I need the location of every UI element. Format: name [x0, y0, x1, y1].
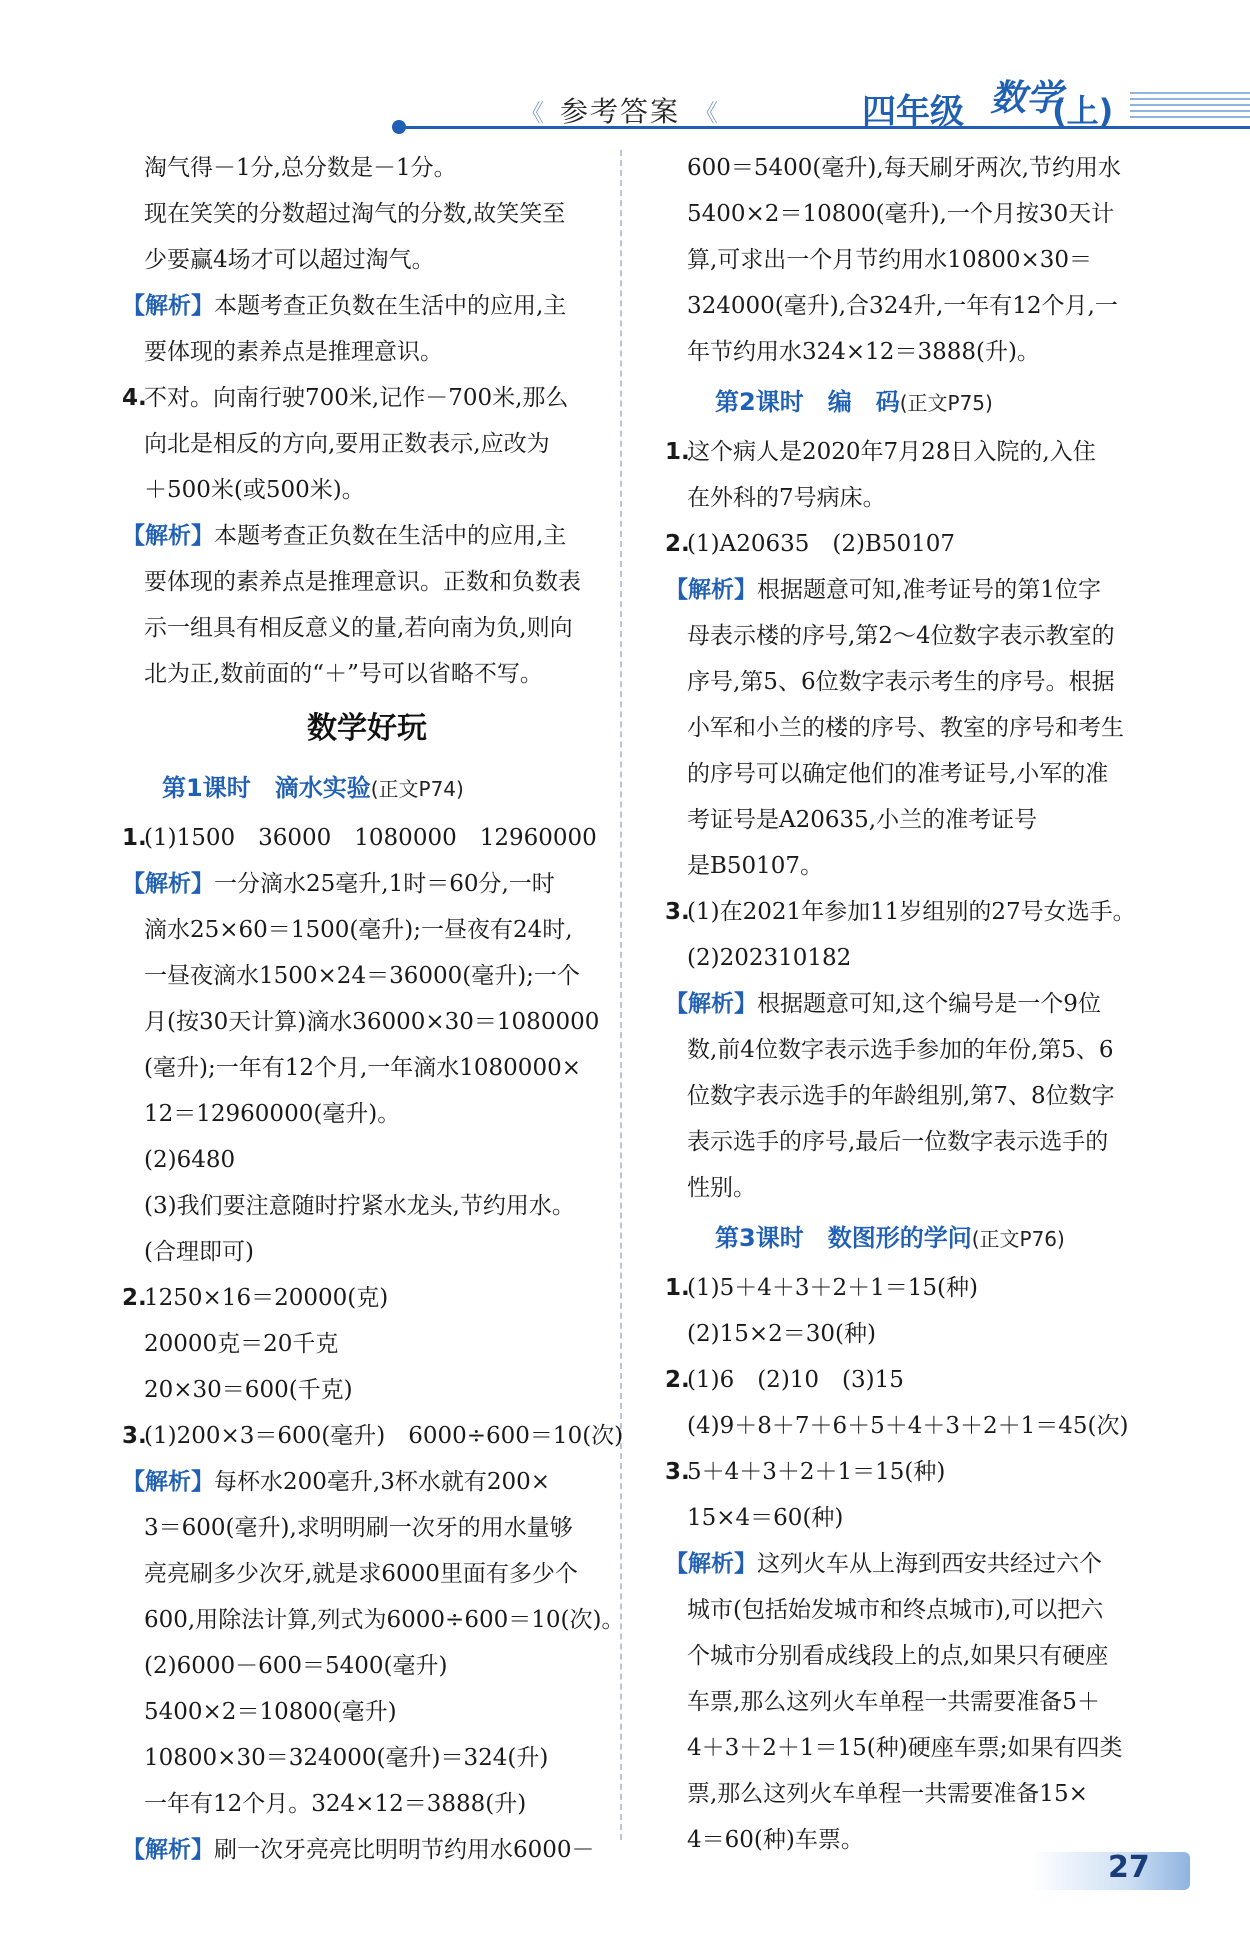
text-line — [122, 329, 612, 375]
analysis-tag: 【解析】 — [122, 871, 214, 897]
line-text: 向北是相反的方向,要用正数表示,应改为 — [144, 431, 550, 457]
right-column — [665, 145, 1155, 1863]
analysis-tag: 【解析】 — [665, 1551, 757, 1577]
line-text: 不对。向南行驶700米,记作－700米,那么 — [144, 385, 569, 411]
text-line — [122, 651, 612, 697]
text-line — [665, 1165, 1155, 1211]
text-line — [665, 191, 1155, 237]
text-line — [122, 1735, 612, 1781]
text-line — [665, 283, 1155, 329]
text-line — [665, 1633, 1155, 1679]
line-text: 位数字表示选手的年龄组别,第7、8位数字 — [687, 1083, 1115, 1109]
question-number: 3. — [665, 899, 690, 925]
text-line — [122, 1137, 612, 1183]
line-text: 算,可求出一个月节约用水10800×30＝ — [687, 247, 1093, 273]
lesson-heading — [665, 375, 1155, 429]
lesson-heading — [665, 1211, 1155, 1265]
line-text: 少要赢4场才可以超过淘气。 — [144, 247, 435, 273]
analysis-tag: 【解析】 — [122, 1837, 214, 1863]
question-line — [122, 1275, 612, 1321]
line-text: 在外科的7号病床。 — [687, 485, 886, 511]
line-text: 4＋3＋2＋1＝15(种)硬座车票;如果有四类 — [687, 1735, 1123, 1761]
question-line — [665, 429, 1155, 475]
text-line — [665, 751, 1155, 797]
question-line — [122, 1413, 624, 1459]
text-line — [122, 1505, 612, 1551]
question-line — [665, 889, 1155, 935]
text-line — [665, 659, 1155, 705]
text-line — [122, 1781, 612, 1827]
line-text: (1)200×3＝600(毫升) 6000÷600＝10(次) — [144, 1423, 624, 1449]
line-text: (1)1500 36000 1080000 12960000 — [144, 825, 597, 851]
page-header — [0, 0, 1250, 150]
line-text: 一分滴水25毫升,1时＝60分,一时 — [214, 871, 555, 897]
header-title: 《 参考答案 《 — [520, 95, 721, 128]
text-line — [122, 1091, 612, 1137]
question-line — [665, 1265, 1155, 1311]
text-line — [665, 1311, 1155, 1357]
line-text: 个城市分别看成线段上的点,如果只有硬座 — [687, 1643, 1109, 1669]
line-text: 要体现的素养点是推理意识。 — [144, 339, 443, 365]
header-title-text: 参考答案 — [560, 95, 681, 128]
question-line — [665, 1449, 1155, 1495]
analysis-tag: 【解析】 — [122, 293, 214, 319]
text-line — [665, 237, 1155, 283]
line-text: (2)15×2＝30(种) — [687, 1321, 876, 1347]
text-line — [122, 145, 612, 191]
analysis-tag: 【解析】 — [122, 1469, 214, 1495]
line-text: 根据题意可知,这个编号是一个9位 — [757, 991, 1101, 1017]
line-text: (2)202310182 — [687, 945, 852, 971]
line-text: 这列火车从上海到西安共经过六个 — [757, 1551, 1102, 1577]
text-line — [665, 475, 1155, 521]
lesson-page-ref: (正文P76) — [971, 1227, 1065, 1251]
analysis-line — [122, 1459, 612, 1505]
line-text: 1250×16＝20000(克) — [144, 1285, 389, 1311]
line-text: (毫升);一年有12个月,一年滴水1080000× — [144, 1055, 581, 1081]
text-line — [122, 1229, 612, 1275]
line-text: 性别。 — [687, 1175, 756, 1201]
line-text: 刷一次牙亮亮比明明节约用水6000－ — [214, 1837, 595, 1863]
line-text: 一昼夜滴水1500×24＝36000(毫升);一个 — [144, 963, 580, 989]
text-line — [665, 1073, 1155, 1119]
line-text: 现在笑笑的分数超过淘气的分数,故笑笑至 — [144, 201, 566, 227]
line-text: 是B50107。 — [687, 853, 824, 879]
line-text: (4)9＋8＋7＋6＋5＋4＋3＋2＋1＝45(次) — [687, 1413, 1129, 1439]
line-text: 母表示楼的序号,第2～4位数字表示教室的 — [687, 623, 1115, 649]
line-text: 4＝60(种)车票。 — [687, 1827, 864, 1853]
question-number: 2. — [665, 531, 690, 557]
text-line — [665, 1725, 1155, 1771]
header-dot — [392, 120, 406, 134]
text-line — [122, 605, 612, 651]
text-line — [122, 467, 612, 513]
lesson-heading — [122, 761, 612, 815]
question-number: 4. — [122, 385, 147, 411]
line-text: 5400×2＝10800(毫升) — [144, 1699, 397, 1725]
volume-label: (上) — [1052, 92, 1114, 130]
line-text: 20000克＝20千克 — [144, 1331, 339, 1357]
analysis-line — [665, 1541, 1155, 1587]
line-text: 根据题意可知,准考证号的第1位字 — [757, 577, 1101, 603]
section-heading: 数学好玩 — [307, 711, 427, 746]
line-text: 的序号可以确定他们的准考证号,小军的准 — [687, 761, 1109, 787]
header-stripes — [1130, 92, 1250, 122]
analysis-line — [122, 1827, 612, 1873]
question-line — [122, 815, 612, 861]
analysis-tag: 【解析】 — [665, 577, 757, 603]
question-number: 1. — [665, 1275, 690, 1301]
analysis-line — [665, 567, 1155, 613]
text-line — [665, 329, 1155, 375]
line-text: 亮亮刷多少次牙,就是求6000里面有多少个 — [144, 1561, 578, 1587]
line-text: 淘气得－1分,总分数是－1分。 — [144, 155, 457, 181]
analysis-tag: 【解析】 — [665, 991, 757, 1017]
question-number: 3. — [665, 1459, 690, 1485]
line-text: (1)5＋4＋3＋2＋1＝15(种) — [687, 1275, 978, 1301]
subject-label: 数学 — [990, 78, 1063, 119]
line-text: 表示选手的序号,最后一位数字表示选手的 — [687, 1129, 1109, 1155]
line-text: 要体现的素养点是推理意识。正数和负数表 — [144, 569, 581, 595]
line-text: 10800×30＝324000(毫升)＝324(升) — [144, 1745, 549, 1771]
line-text: 一年有12个月。324×12＝3888(升) — [144, 1791, 527, 1817]
line-text: 20×30＝600(千克) — [144, 1377, 353, 1403]
line-text: 5＋4＋3＋2＋1＝15(种) — [687, 1459, 946, 1485]
line-text: 考证号是A20635,小兰的准考证号 — [687, 807, 1038, 833]
line-text: 城市(包括始发城市和终点城市),可以把六 — [687, 1597, 1104, 1623]
line-text: 600,用除法计算,列式为6000÷600＝10(次)。 — [144, 1607, 625, 1633]
text-line — [665, 1027, 1155, 1073]
line-text: 600＝5400(毫升),每天刷牙两次,节约用水 — [687, 155, 1122, 181]
line-text: 3＝600(毫升),求明明刷一次牙的用水量够 — [144, 1515, 573, 1541]
analysis-tag: 【解析】 — [122, 523, 214, 549]
line-text: 车票,那么这列火车单程一共需要准备5＋ — [687, 1689, 1100, 1715]
text-line — [122, 1551, 612, 1597]
text-line — [665, 1679, 1155, 1725]
line-text: (1)A20635 (2)B50107 — [687, 531, 956, 557]
line-text: 12＝12960000(毫升)。 — [144, 1101, 401, 1127]
line-text: 示一组具有相反意义的量,若向南为负,则向 — [144, 615, 573, 641]
lesson-page-ref: (正文P75) — [899, 391, 993, 415]
lesson-title: 第3课时 数图形的学问 — [715, 1224, 972, 1252]
line-text: 324000(毫升),合324升,一年有12个月,一 — [687, 293, 1118, 319]
question-line — [665, 521, 1155, 567]
question-number: 1. — [122, 825, 147, 851]
text-line — [122, 237, 612, 283]
text-line — [122, 1689, 612, 1735]
lesson-page-ref: (正文P74) — [370, 777, 464, 801]
line-text: 年节约用水324×12＝3888(升)。 — [687, 339, 1040, 365]
text-line — [122, 1183, 612, 1229]
line-text: 15×4＝60(种) — [687, 1505, 844, 1531]
text-line — [665, 1495, 1155, 1541]
lesson-title: 第1课时 滴水实验 — [162, 774, 371, 802]
line-text: (1)在2021年参加11岁组别的27号女选手。 — [687, 899, 1136, 925]
left-column — [122, 145, 625, 1873]
line-text: (3)我们要注意随时拧紧水龙头,节约用水。 — [144, 1193, 575, 1219]
column-divider — [620, 150, 622, 1840]
analysis-line — [122, 283, 612, 329]
text-line — [122, 999, 612, 1045]
question-line — [665, 1357, 1155, 1403]
line-text: 数,前4位数字表示选手参加的年份,第5、6 — [687, 1037, 1114, 1063]
text-line — [122, 1045, 612, 1091]
line-text: 5400×2＝10800(毫升),一个月按30天计 — [687, 201, 1115, 227]
text-line — [122, 1643, 612, 1689]
line-text: 小军和小兰的楼的序号、教室的序号和考生 — [687, 715, 1124, 741]
line-text: 北为正,数前面的“＋”号可以省略不写。 — [144, 661, 543, 687]
line-text: 滴水25×60＝1500(毫升);一昼夜有24时, — [144, 917, 573, 943]
lesson-title: 第2课时 编 码 — [715, 388, 900, 416]
text-line — [665, 1587, 1155, 1633]
text-line — [665, 613, 1155, 659]
question-number: 2. — [665, 1367, 690, 1393]
line-text: 本题考查正负数在生活中的应用,主 — [214, 523, 567, 549]
line-text: 序号,第5、6位数字表示考生的序号。根据 — [687, 669, 1115, 695]
text-line — [665, 705, 1155, 751]
line-text: 本题考查正负数在生活中的应用,主 — [214, 293, 567, 319]
line-text: (1)6 (2)10 (3)15 — [687, 1367, 904, 1393]
text-line — [122, 1367, 612, 1413]
question-number: 1. — [665, 439, 690, 465]
line-text: ＋500米(或500米)。 — [144, 477, 365, 503]
text-line — [122, 953, 612, 999]
text-line — [122, 1321, 612, 1367]
text-line — [665, 1771, 1155, 1817]
line-text: 每杯水200毫升,3杯水就有200× — [214, 1469, 551, 1495]
text-line — [665, 1403, 1155, 1449]
text-line — [665, 843, 1155, 889]
line-text: (合理即可) — [144, 1239, 254, 1265]
text-line — [665, 797, 1155, 843]
question-number: 2. — [122, 1285, 147, 1311]
text-line — [665, 1119, 1155, 1165]
question-number: 3. — [122, 1423, 147, 1449]
text-line — [122, 421, 612, 467]
text-line — [122, 559, 612, 605]
text-line — [665, 145, 1155, 191]
line-text: 月(按30天计算)滴水36000×30＝1080000 — [144, 1009, 600, 1035]
text-line — [122, 907, 612, 953]
question-line — [122, 375, 612, 421]
text-line — [122, 191, 612, 237]
text-line — [665, 935, 1155, 981]
analysis-line — [122, 861, 612, 907]
analysis-line — [122, 513, 612, 559]
line-text: (2)6480 — [144, 1147, 236, 1173]
text-line — [122, 1597, 625, 1643]
line-text: (2)6000－600＝5400(毫升) — [144, 1653, 448, 1679]
line-text: 票,那么这列火车单程一共需要准备15× — [687, 1781, 1088, 1807]
page-number: 27 — [1108, 1850, 1150, 1885]
analysis-line — [665, 981, 1155, 1027]
grade-label: 四年级 — [862, 92, 964, 132]
line-text: 这个病人是2020年7月28日入院的,入住 — [687, 439, 1096, 465]
